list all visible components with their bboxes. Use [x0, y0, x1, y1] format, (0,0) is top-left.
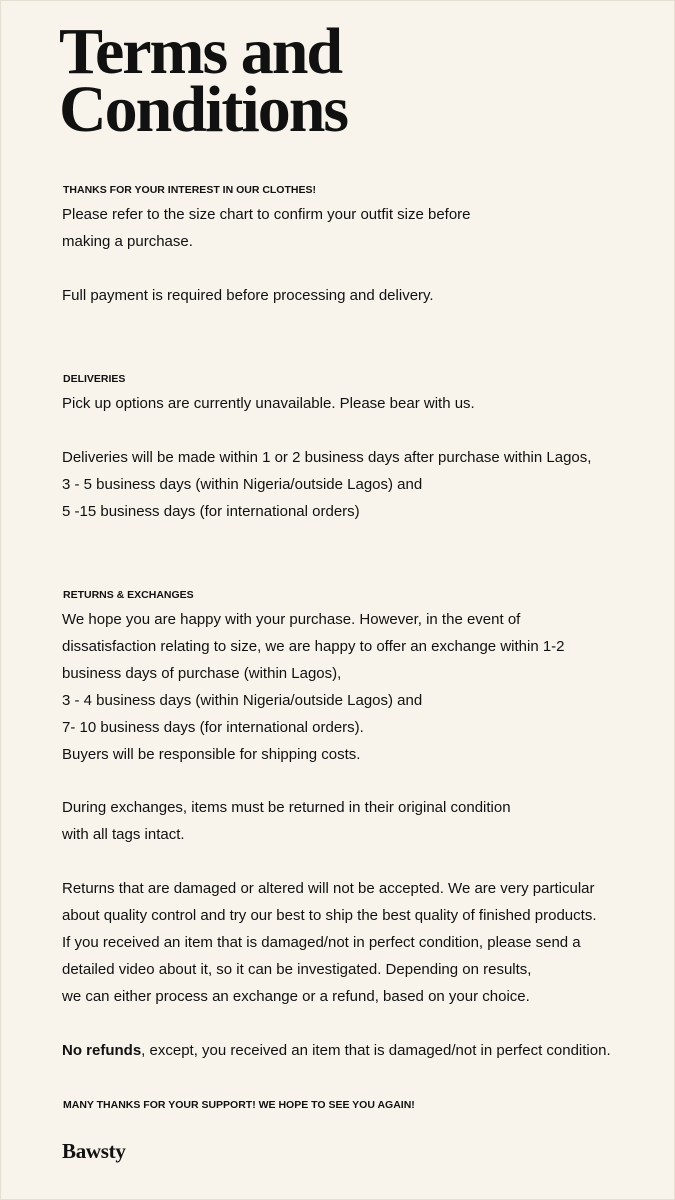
text-line: business days of purchase (within Lagos), [62, 665, 342, 682]
page-title-line-1: Terms and [59, 15, 342, 88]
text-line: making a purchase. [62, 233, 193, 250]
intro-heading: THANKS FOR YOUR INTEREST IN OUR CLOTHES! [63, 184, 316, 196]
no-refunds-paragraph [62, 1037, 642, 1064]
no-refunds-bold-text: No refunds [62, 1042, 142, 1059]
returns-paragraph-exchange-policy [62, 606, 642, 768]
text-line: We hope you are happy with your purchase. However, in the event of [62, 611, 521, 628]
text-line: During exchanges, items must be returned in their original condition [62, 799, 511, 816]
text-line: 3 - 5 business days (within Nigeria/outside Lagos) and [62, 476, 423, 493]
text-line: Returns that are damaged or altered will not be accepted. We are very particular [62, 880, 595, 897]
returns-paragraph-damaged-items [62, 875, 642, 1010]
page-title-line-2: Conditions [59, 73, 348, 146]
text-line: If you received an item that is damaged/not in perfect condition, please send a [62, 934, 581, 951]
deliveries-heading: DELIVERIES [63, 373, 126, 385]
returns-heading: RETURNS & EXCHANGES [63, 589, 194, 601]
deliveries-paragraph-times [62, 444, 642, 525]
text-line: Please refer to the size chart to confirm your outfit size before [62, 206, 471, 223]
intro-paragraph-size-chart [62, 201, 642, 255]
page-title [59, 15, 579, 146]
text-line: we can either process an exchange or a refund, based on your choice. [62, 988, 530, 1005]
closing-message: MANY THANKS FOR YOUR SUPPORT! WE HOPE TO SEE YOU AGAIN! [63, 1099, 415, 1111]
returns-paragraph-condition [62, 794, 642, 848]
brand-logo: Bawsty [62, 1139, 126, 1163]
no-refunds-text: , except, you received an item that is damaged/not in perfect condition. [141, 1042, 611, 1059]
text-line: 5 -15 business days (for international orders) [62, 503, 360, 520]
text-line: 7- 10 business days (for international orders). [62, 719, 364, 736]
text-line: Buyers will be responsible for shipping costs. [62, 746, 361, 763]
text-line: with all tags intact. [62, 826, 185, 843]
intro-paragraph-payment: Full payment is required before processing and delivery. [62, 287, 434, 304]
text-line: Deliveries will be made within 1 or 2 business days after purchase within Lagos, [62, 449, 592, 466]
text-line: dissatisfaction relating to size, we are happy to offer an exchange within 1-2 [62, 638, 565, 655]
text-line: detailed video about it, so it can be investigated. Depending on results, [62, 961, 532, 978]
deliveries-paragraph-pickup: Pick up options are currently unavailable. Please bear with us. [62, 395, 475, 412]
text-line: about quality control and try our best to ship the best quality of finished products. [62, 907, 597, 924]
text-line: 3 - 4 business days (within Nigeria/outside Lagos) and [62, 692, 423, 709]
